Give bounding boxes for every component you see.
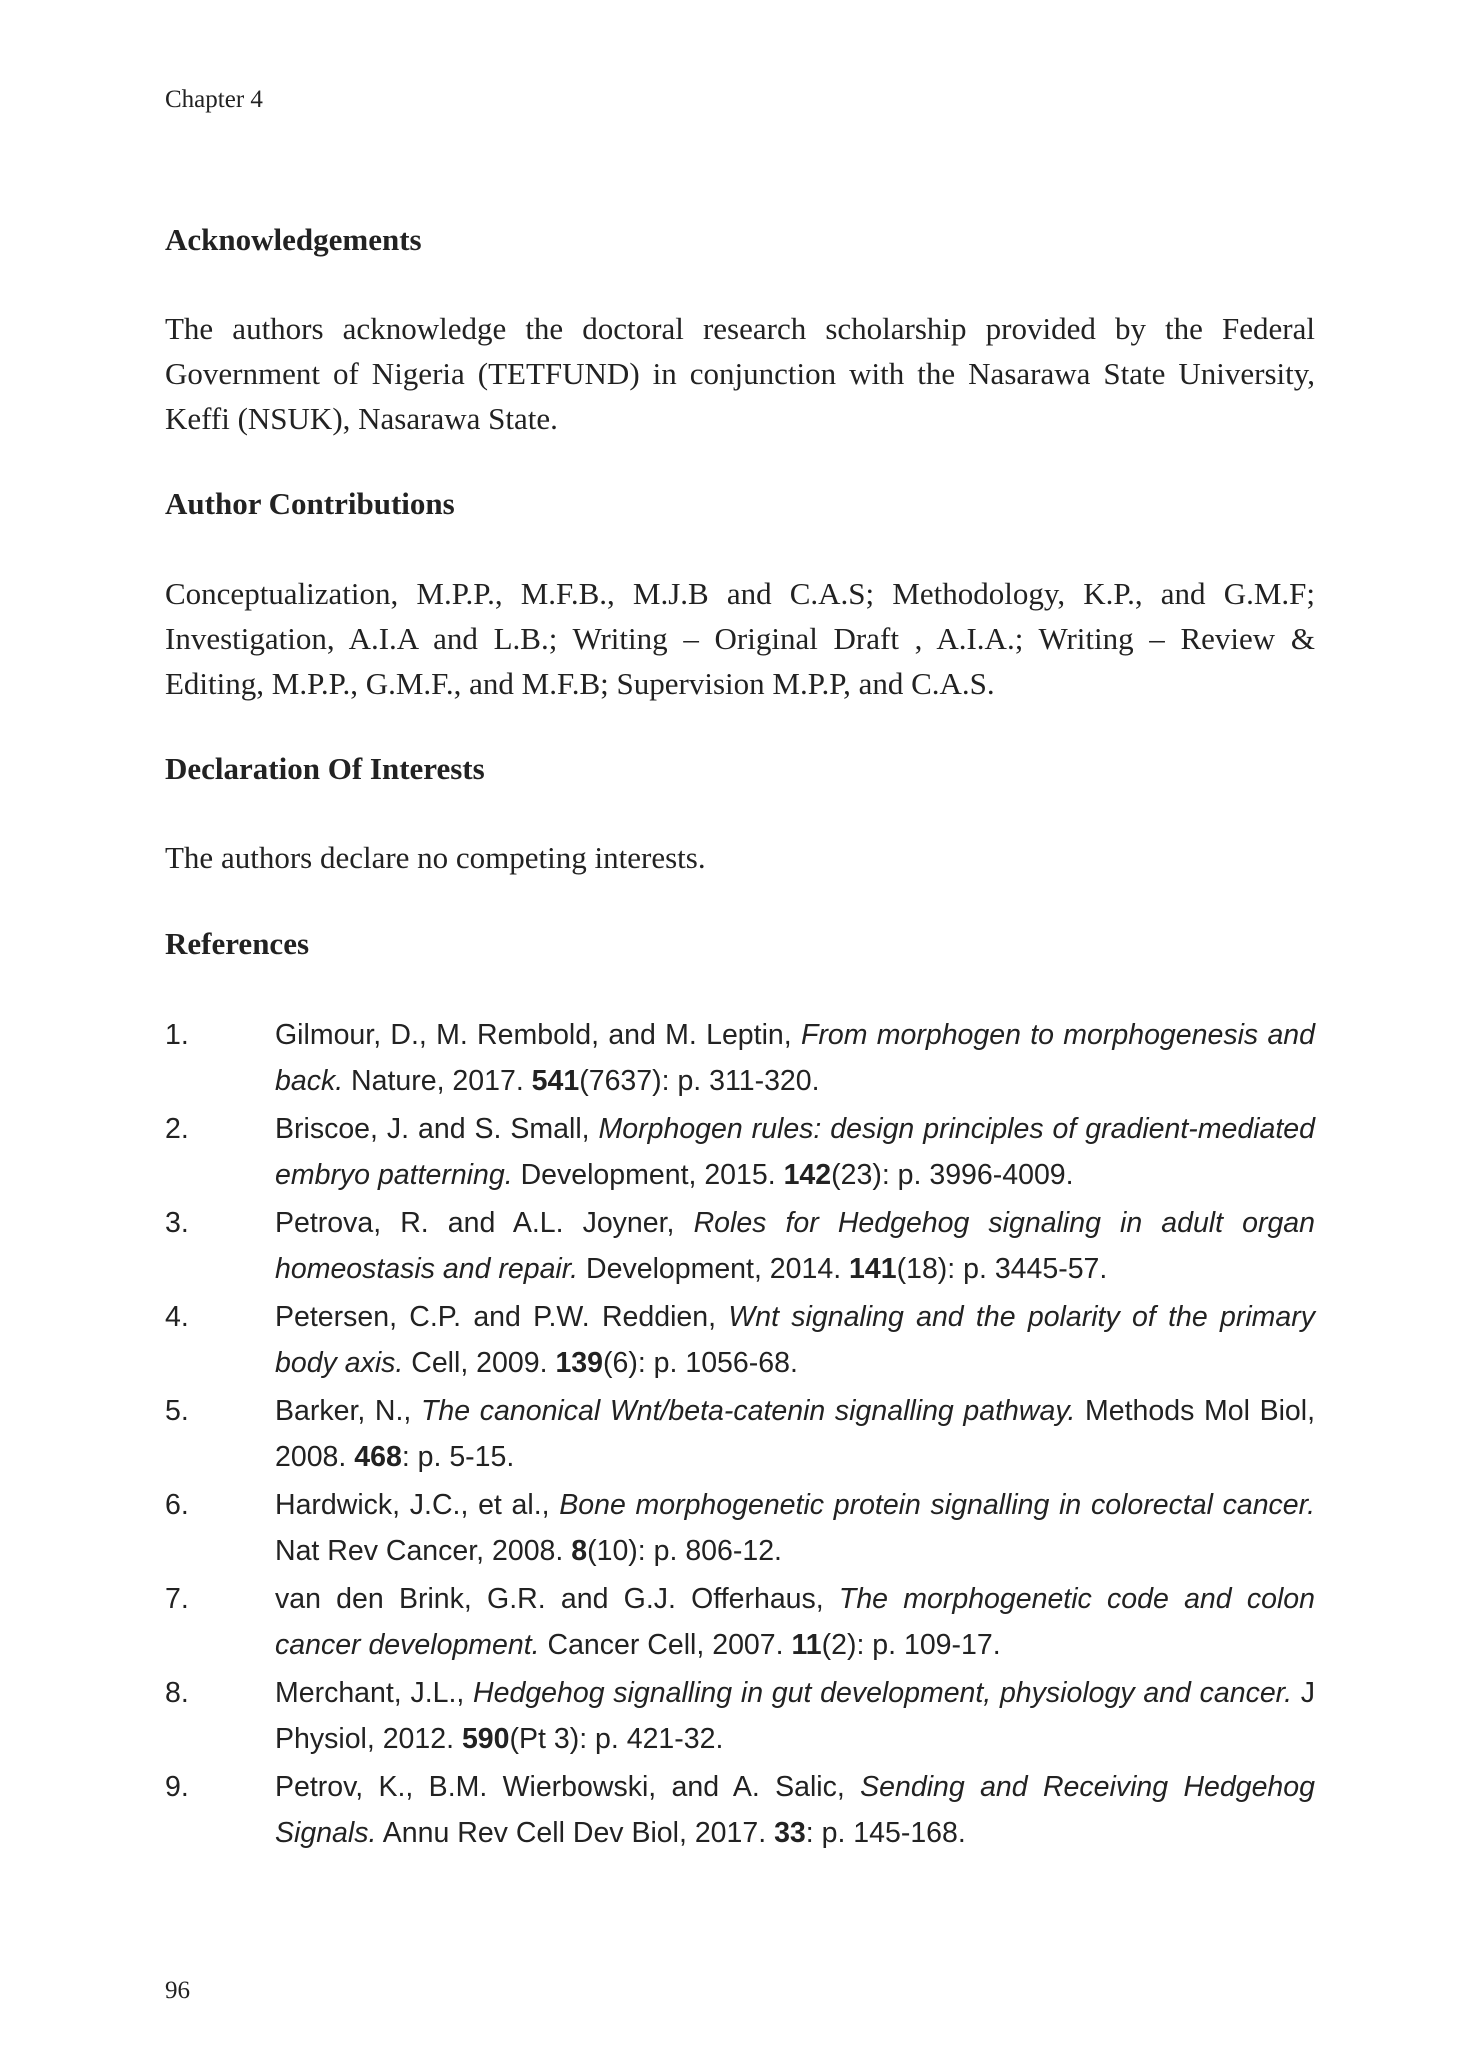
reference-journal: Development, 2015.	[520, 1159, 776, 1191]
acknowledgements-text: The authors acknowledge the doctoral research scholarship provided by the Federal Government of Nigeria (TETFUND) in conjunction with the Nasarawa State University, Keffi (NSUK), Nasarawa State.	[165, 311, 1315, 436]
author-contributions-heading: Author Contributions	[165, 486, 455, 521]
reference-volume: 141	[849, 1253, 897, 1285]
reference-number: 9.	[165, 1771, 189, 1803]
reference-authors: Gilmour, D., M. Rembold, and M. Leptin,	[275, 1019, 792, 1051]
reference-item-8	[165, 1670, 1315, 1762]
reference-volume: 11	[791, 1629, 822, 1661]
reference-item-2	[165, 1106, 1315, 1198]
reference-journal: Nature, 2017.	[351, 1065, 524, 1097]
reference-pages: : p. 145-168.	[805, 1817, 966, 1849]
reference-pages: (7637): p. 311-320.	[579, 1065, 820, 1097]
reference-authors: Merchant, J.L.,	[275, 1677, 465, 1709]
reference-body	[275, 1294, 1315, 1386]
reference-volume: 590	[461, 1723, 510, 1755]
reference-volume: 142	[783, 1159, 832, 1191]
reference-number: 5.	[165, 1395, 189, 1427]
reference-authors: Petersen, C.P. and P.W. Reddien,	[275, 1301, 717, 1333]
running-head: Chapter 4	[165, 86, 263, 113]
reference-pages: (2): p. 109-17.	[821, 1629, 1001, 1661]
reference-number: 1.	[165, 1019, 189, 1051]
author-contributions-text: Conceptualization, M.P.P., M.F.B., M.J.B and C.A.S; Methodology, K.P., and G.M.F; Investigation, A.I.A and L.B.; Writing – Original Draft , A.I.A.; Writing – Review & Editing, M.P.P., G.M.F., and M.F.B; Supervision M.P.P, and C.A.S.	[165, 576, 1315, 701]
reference-number: 8.	[165, 1677, 189, 1709]
reference-body	[275, 1482, 1315, 1574]
reference-authors: Briscoe, J. and S. Small,	[275, 1113, 590, 1145]
reference-authors: van den Brink, G.R. and G.J. Offerhaus,	[275, 1583, 824, 1615]
reference-pages: (23): p. 3996-4009.	[831, 1159, 1074, 1191]
reference-body	[275, 1670, 1315, 1762]
reference-body	[275, 1106, 1315, 1198]
acknowledgements-heading: Acknowledgements	[165, 222, 422, 257]
reference-title: From morphogen to morphogenesis and back.	[275, 1019, 1316, 1097]
reference-item-4	[165, 1294, 1315, 1386]
reference-pages: : p. 5-15.	[401, 1441, 515, 1473]
reference-body	[275, 1388, 1315, 1480]
reference-journal: Nat Rev Cancer, 2008.	[275, 1535, 564, 1567]
reference-journal: Annu Rev Cell Dev Biol, 2017.	[382, 1817, 767, 1849]
reference-pages: (6): p. 1056-68.	[603, 1347, 798, 1379]
reference-volume: 541	[531, 1065, 580, 1097]
reference-item-1	[165, 1012, 1315, 1104]
reference-title: Bone morphogenetic protein signalling in colorectal cancer.	[559, 1489, 1316, 1521]
reference-journal: Methods Mol Biol, 2008.	[275, 1395, 1316, 1473]
reference-pages: (10): p. 806-12.	[587, 1535, 782, 1567]
reference-title: The canonical Wnt/beta-catenin signalling pathway.	[421, 1395, 1076, 1427]
references-list	[165, 1012, 1315, 1858]
reference-item-3	[165, 1200, 1315, 1292]
reference-item-9	[165, 1764, 1315, 1856]
references-heading: References	[165, 926, 310, 961]
reference-journal: Cancer Cell, 2007.	[547, 1629, 784, 1661]
reference-volume: 468	[354, 1441, 402, 1473]
reference-item-5	[165, 1388, 1315, 1480]
reference-body	[275, 1012, 1315, 1104]
reference-item-6	[165, 1482, 1315, 1574]
reference-title: Sending and Receiving Hedgehog Signals.	[275, 1771, 1315, 1849]
reference-authors: Petrov, K., B.M. Wierbowski, and A. Salic,	[275, 1771, 845, 1803]
reference-journal: J Physiol, 2012.	[275, 1677, 1316, 1755]
reference-number: 2.	[165, 1113, 189, 1145]
reference-volume: 33	[774, 1817, 806, 1849]
reference-volume: 139	[555, 1347, 603, 1379]
reference-pages: (Pt 3): p. 421-32.	[509, 1723, 724, 1755]
reference-body	[275, 1576, 1315, 1668]
reference-title: The morphogenetic code and colon cancer development.	[275, 1583, 1315, 1661]
reference-body	[275, 1200, 1315, 1292]
reference-title: Morphogen rules: design principles of gradient-mediated embryo patterning.	[275, 1113, 1316, 1191]
reference-body	[275, 1764, 1315, 1856]
page-number: 96	[165, 1977, 190, 2004]
reference-number: 4.	[165, 1301, 189, 1333]
reference-title: Roles for Hedgehog signaling in adult organ homeostasis and repair.	[275, 1207, 1316, 1285]
reference-volume: 8	[571, 1535, 588, 1567]
reference-pages: (18): p. 3445-57.	[896, 1253, 1108, 1285]
reference-number: 3.	[165, 1207, 189, 1239]
reference-item-7	[165, 1576, 1315, 1668]
reference-title: Hedgehog signalling in gut development, physiology and cancer.	[473, 1677, 1293, 1709]
declaration-heading: Declaration Of Interests	[165, 751, 485, 786]
reference-authors: Hardwick, J.C., et al.,	[275, 1489, 550, 1521]
reference-number: 7.	[165, 1583, 189, 1615]
reference-authors: Barker, N.,	[275, 1395, 412, 1427]
reference-journal: Development, 2014.	[586, 1253, 842, 1285]
reference-journal: Cell, 2009.	[411, 1347, 548, 1379]
reference-title: Wnt signaling and the polarity of the primary body axis.	[275, 1301, 1315, 1379]
reference-number: 6.	[165, 1489, 189, 1521]
declaration-text: The authors declare no competing interests.	[165, 840, 706, 875]
reference-authors: Petrova, R. and A.L. Joyner,	[275, 1207, 675, 1239]
